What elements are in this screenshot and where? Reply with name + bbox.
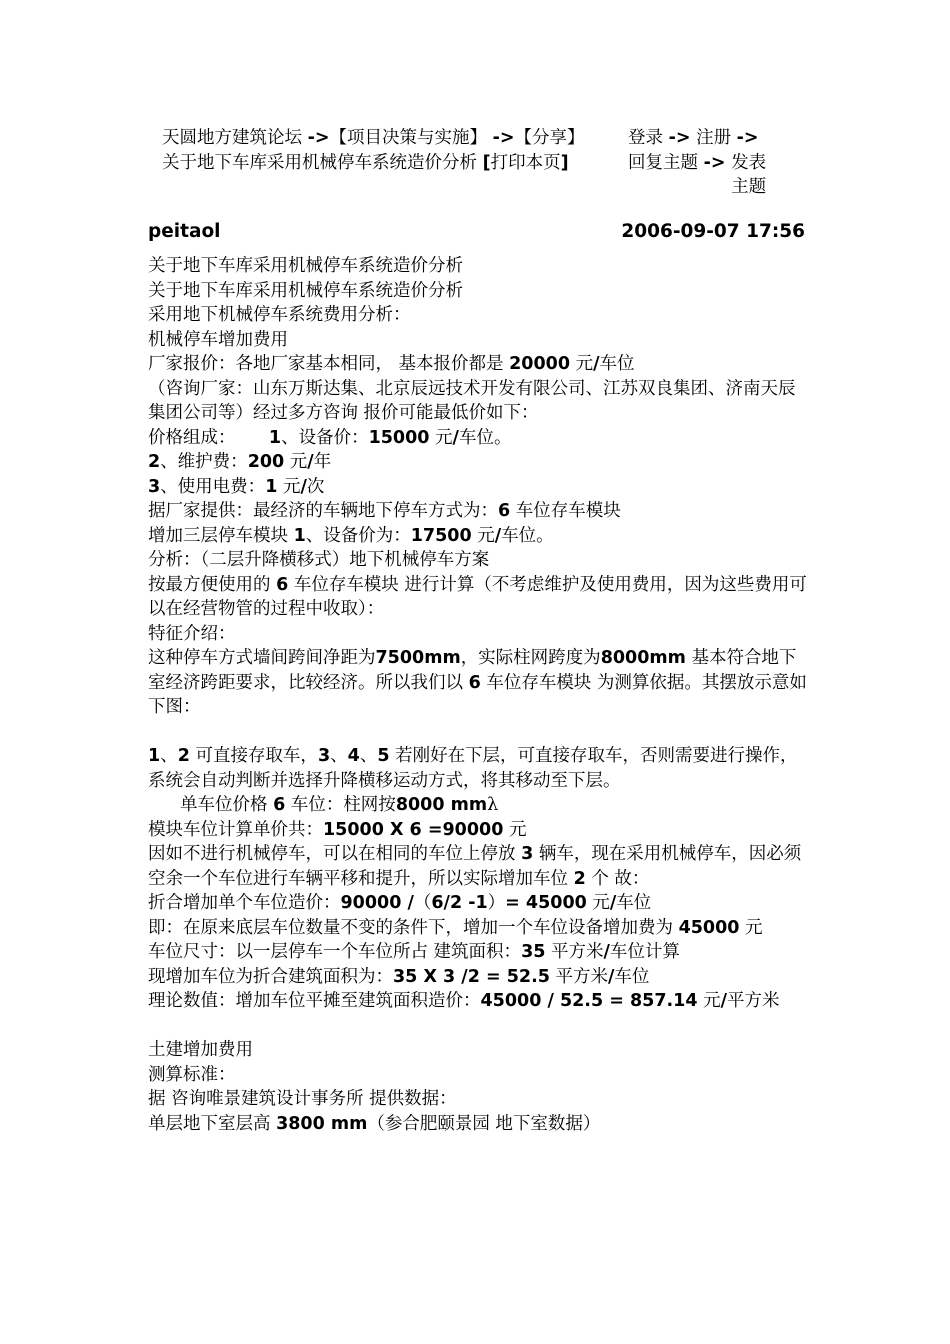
- print-page-link[interactable]: 打印本页: [490, 152, 561, 173]
- post-date: 2006-09-07 17:56: [621, 221, 805, 242]
- register-link[interactable]: 注册: [696, 128, 732, 148]
- text-line: 理论数值：增加车位平摊至建筑面积造价：45000 / 52.5 = 857.14 元/平方米: [148, 991, 780, 1011]
- text-line: 3、使用电费：1 元/次: [148, 476, 325, 497]
- text-line: 价格组成： 1、设备价：15000 元/车位。: [148, 427, 512, 448]
- text-line: 模块车位计算单价共：15000 X 6 =90000 元: [148, 819, 527, 840]
- text-line: （咨询厂家：山东万斯达集、北京辰远技术开发有限公司、江苏双良集团、济南天辰集团公司等）经过多方咨询 报价可能最低价如下：: [148, 378, 796, 423]
- post-author: peitaol: [148, 221, 221, 242]
- print-bracket-close: ]: [560, 152, 569, 173]
- breadcrumb: [162, 126, 602, 175]
- header-actions: [628, 126, 793, 200]
- text-line: 特征介绍：: [148, 623, 236, 644]
- forum-home-link[interactable]: 天圆地方建筑论坛: [162, 128, 302, 148]
- text-line: 关于地下车库采用机械停车系统造价分析: [148, 280, 463, 301]
- text-line: 2、维护费：200 元/年: [148, 452, 332, 472]
- text-line: 厂家报价：各地厂家基本相同， 基本报价都是 20000 元/车位: [148, 354, 635, 374]
- post-topic-link[interactable]: 发表主题: [731, 152, 767, 197]
- text-line: 采用地下机械停车系统费用分析：: [148, 305, 411, 325]
- text-line: 按最方便使用的 6 车位存车模块 进行计算（不考虑维护及使用费用，因为这些费用可以在经营物管的过程中收取）：: [148, 574, 807, 619]
- text-line: 折合增加单个车位造价：90000 /（6/2 -1）= 45000 元/车位: [148, 893, 652, 913]
- text-line: 1、2 可直接存取车，3、4、5 若刚好在下层，可直接存取车，否则需要进行操作，系统会自动判断并选择升降横移运动方式，将其移动至下层。: [148, 746, 798, 791]
- text-line: 因如不进行机械停车，可以在相同的车位上停放 3 辆车，现在采用机械停车，因必须空余一个车位进行车辆平移和提升，所以实际增加车位 2 个 故：: [148, 844, 802, 889]
- text-line: 车位尺寸：以一层停车一个车位所占 建筑面积：35 平方米/车位计算: [148, 942, 680, 962]
- actions-row-2: [628, 151, 793, 200]
- text-line: 土建增加费用: [148, 1040, 253, 1060]
- reply-link[interactable]: 回复主题: [628, 152, 698, 173]
- blank-line: [148, 1014, 808, 1039]
- text-line: 测算标准：: [148, 1064, 236, 1085]
- text-line: 关于地下车库采用机械停车系统造价分析: [148, 256, 463, 276]
- action-arrow: ->: [668, 128, 691, 148]
- text-line: 即：在原来底层车位数量不变的条件下，增加一个车位设备增加费为 45000 元: [148, 917, 763, 938]
- breadcrumb-arrow: ->: [307, 128, 330, 148]
- login-link[interactable]: 登录: [628, 128, 663, 148]
- blank-line: [148, 720, 808, 745]
- text-line: 分析：（二层升降横移式）地下机械停车方案: [148, 550, 490, 570]
- action-arrow: ->: [736, 128, 759, 148]
- post-content: [148, 254, 808, 1136]
- actions-row-1: [628, 126, 793, 151]
- text-line: 据厂家提供：最经济的车辆地下停车方式为：6 车位存车模块: [148, 501, 621, 521]
- thread-title: 关于地下车库采用机械停车系统造价分析: [162, 152, 477, 173]
- text-line: 据 咨询唯景建筑设计事务所 提供数据：: [148, 1089, 457, 1109]
- text-line: 这种停车方式墙间跨间净距为7500mm，实际柱网跨度为8000mm 基本符合地下室经济跨距要求，比较经济。所以我们以 6 车位存车模块 为测算依据。其摆放示意如下图：: [148, 648, 807, 717]
- share-tag: 【分享】: [514, 128, 585, 148]
- text-line: 现增加车位为折合建筑面积为：35 X 3 /2 = 52.5 平方米/车位: [148, 966, 650, 987]
- breadcrumb-arrow: ->: [492, 128, 515, 148]
- print-bracket-open: [: [482, 152, 491, 173]
- text-line: 单车位价格 6 车位：柱网按8000 mmλ: [180, 795, 499, 815]
- text-line: 增加三层停车模块 1、设备价为：17500 元/车位。: [148, 525, 554, 546]
- text-line: 单层地下室层高 3800 mm（参合肥颐景园 地下室数据）: [148, 1113, 601, 1134]
- text-line: 机械停车增加费用: [148, 329, 288, 350]
- section-link[interactable]: 【项目决策与实施】: [329, 128, 488, 148]
- action-arrow: ->: [703, 152, 726, 173]
